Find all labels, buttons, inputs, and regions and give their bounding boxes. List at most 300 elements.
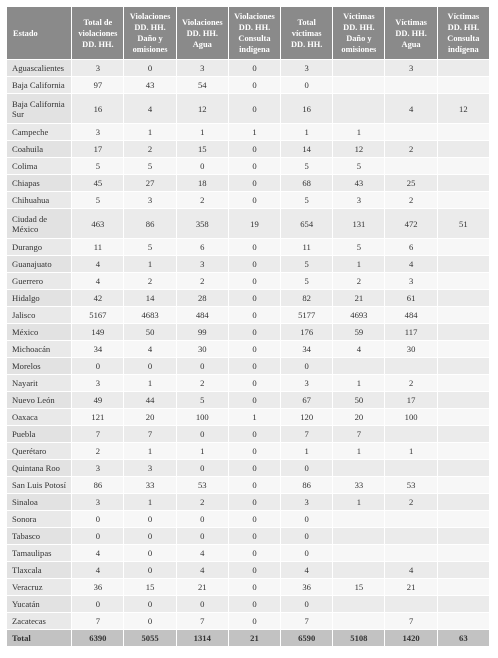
value-cell: 0 (229, 392, 280, 408)
value-cell: 0 (229, 358, 280, 374)
estado-cell: Quintana Roo (7, 460, 71, 476)
total-value-cell: 6390 (72, 630, 123, 646)
value-cell: 7 (72, 613, 123, 629)
value-cell: 2 (385, 494, 436, 510)
value-cell: 3 (177, 256, 228, 272)
value-cell: 5 (72, 192, 123, 208)
table-row (7, 307, 489, 323)
estado-cell: Baja California (7, 77, 71, 93)
value-cell: 1 (229, 409, 280, 425)
value-cell (385, 511, 436, 527)
value-cell: 14 (281, 141, 332, 157)
value-cell: 5 (281, 192, 332, 208)
value-cell: 0 (229, 256, 280, 272)
value-cell: 0 (72, 596, 123, 612)
value-cell: 0 (229, 426, 280, 442)
value-cell: 97 (72, 77, 123, 93)
value-cell (333, 358, 384, 374)
header-victimas-agua (385, 7, 436, 59)
table-container (6, 6, 490, 647)
value-cell: 4 (72, 545, 123, 561)
value-cell: 0 (229, 477, 280, 493)
value-cell: 4 (333, 341, 384, 357)
value-cell: 0 (229, 175, 280, 191)
value-cell: 4 (124, 341, 175, 357)
value-cell: 3 (124, 460, 175, 476)
value-cell: 3 (124, 192, 175, 208)
value-cell: 0 (229, 528, 280, 544)
table-row (7, 192, 489, 208)
header-violaciones-agua (177, 7, 228, 59)
value-cell: 11 (281, 239, 332, 255)
header-total-violaciones-label: Total de violaciones DD. HH. (78, 17, 118, 49)
value-cell: 18 (177, 175, 228, 191)
table-row (7, 528, 489, 544)
value-cell: 0 (229, 94, 280, 123)
value-cell: 33 (333, 477, 384, 493)
value-cell (438, 358, 489, 374)
value-cell: 3 (281, 375, 332, 391)
value-cell: 50 (333, 392, 384, 408)
value-cell: 0 (177, 358, 228, 374)
value-cell: 0 (229, 579, 280, 595)
value-cell (438, 141, 489, 157)
value-cell: 484 (385, 307, 436, 323)
value-cell: 0 (229, 341, 280, 357)
value-cell: 25 (385, 175, 436, 191)
value-cell: 3 (72, 460, 123, 476)
value-cell: 7 (281, 613, 332, 629)
value-cell: 2 (385, 192, 436, 208)
table-row (7, 60, 489, 76)
estado-cell: Tabasco (7, 528, 71, 544)
total-label: Total (7, 630, 71, 646)
value-cell: 2 (385, 141, 436, 157)
value-cell: 131 (333, 209, 384, 238)
header-total-victimas (281, 7, 332, 59)
value-cell: 5 (281, 273, 332, 289)
value-cell: 53 (177, 477, 228, 493)
value-cell: 2 (177, 494, 228, 510)
value-cell: 0 (229, 324, 280, 340)
value-cell: 0 (124, 511, 175, 527)
value-cell (438, 392, 489, 408)
value-cell: 4 (385, 256, 436, 272)
estado-cell: Tamaulipas (7, 545, 71, 561)
header-victimas-consulta-label: Víctimas DD. HH. Consulta indígena (447, 12, 480, 54)
table-row (7, 273, 489, 289)
value-cell: 4693 (333, 307, 384, 323)
value-cell: 68 (281, 175, 332, 191)
value-cell: 0 (281, 545, 332, 561)
header-violaciones-agua-label: Violaciones DD. HH. Agua (181, 17, 223, 49)
value-cell (438, 426, 489, 442)
value-cell: 7 (177, 613, 228, 629)
total-value-cell: 6590 (281, 630, 332, 646)
estado-cell: Colima (7, 158, 71, 174)
value-cell: 3 (72, 124, 123, 140)
estado-cell: Zacatecas (7, 613, 71, 629)
value-cell: 20 (124, 409, 175, 425)
value-cell: 2 (385, 375, 436, 391)
value-cell: 1 (124, 375, 175, 391)
header-victimas-dano-label: Víctimas DD. HH. Daño y omisiones (341, 12, 377, 54)
value-cell: 17 (385, 392, 436, 408)
value-cell: 30 (177, 341, 228, 357)
value-cell: 3 (385, 273, 436, 289)
value-cell (385, 596, 436, 612)
value-cell: 7 (281, 426, 332, 442)
value-cell: 4 (124, 94, 175, 123)
value-cell (438, 77, 489, 93)
value-cell: 1 (177, 443, 228, 459)
table-row (7, 94, 489, 123)
value-cell: 4 (72, 273, 123, 289)
value-cell: 4 (72, 256, 123, 272)
estado-cell: Michoacán (7, 341, 71, 357)
estado-cell: Sinaloa (7, 494, 71, 510)
value-cell: 0 (177, 528, 228, 544)
value-cell: 7 (385, 613, 436, 629)
value-cell (438, 239, 489, 255)
value-cell (385, 124, 436, 140)
header-estado (7, 7, 71, 59)
value-cell (438, 460, 489, 476)
header-victimas-consulta (438, 7, 489, 59)
value-cell: 1 (124, 124, 175, 140)
value-cell: 15 (177, 141, 228, 157)
value-cell: 0 (281, 596, 332, 612)
value-cell (438, 375, 489, 391)
value-cell: 0 (229, 141, 280, 157)
table-row (7, 579, 489, 595)
value-cell: 0 (229, 290, 280, 306)
header-violaciones-dano-label: Violaciones DD. HH. Daño y omisiones (129, 12, 171, 54)
value-cell: 1 (333, 124, 384, 140)
value-cell (438, 511, 489, 527)
value-cell: 117 (385, 324, 436, 340)
value-cell: 0 (124, 528, 175, 544)
value-cell: 5 (281, 158, 332, 174)
table-row (7, 613, 489, 629)
estado-cell: México (7, 324, 71, 340)
value-cell: 0 (229, 307, 280, 323)
value-cell: 54 (177, 77, 228, 93)
value-cell: 1 (333, 443, 384, 459)
value-cell: 3 (385, 60, 436, 76)
value-cell: 16 (72, 94, 123, 123)
value-cell (438, 60, 489, 76)
table-row (7, 324, 489, 340)
value-cell: 0 (229, 596, 280, 612)
value-cell: 2 (72, 443, 123, 459)
value-cell: 2 (177, 192, 228, 208)
header-violaciones-dano (124, 7, 175, 59)
value-cell (438, 545, 489, 561)
value-cell: 0 (177, 158, 228, 174)
total-value-cell: 1420 (385, 630, 436, 646)
table-row (7, 494, 489, 510)
value-cell (438, 477, 489, 493)
value-cell: 4 (385, 562, 436, 578)
value-cell: 3 (281, 494, 332, 510)
value-cell: 2 (124, 141, 175, 157)
value-cell: 0 (229, 562, 280, 578)
value-cell: 0 (281, 460, 332, 476)
value-cell: 5177 (281, 307, 332, 323)
value-cell: 6 (177, 239, 228, 255)
table-row (7, 141, 489, 157)
value-cell (333, 596, 384, 612)
value-cell: 4 (177, 562, 228, 578)
estado-cell: Hidalgo (7, 290, 71, 306)
table-row (7, 209, 489, 238)
value-cell: 3 (72, 494, 123, 510)
table-row (7, 175, 489, 191)
value-cell (333, 613, 384, 629)
estado-cell: Guanajuato (7, 256, 71, 272)
header-victimas-dano (333, 7, 384, 59)
value-cell: 15 (124, 579, 175, 595)
header-violaciones-consulta (229, 7, 280, 59)
value-cell: 472 (385, 209, 436, 238)
value-cell (333, 60, 384, 76)
value-cell: 0 (229, 494, 280, 510)
estado-cell: Chihuahua (7, 192, 71, 208)
header-violaciones-consulta-label: Violaciones DD. HH. Consulta indígena (234, 12, 275, 54)
value-cell: 34 (281, 341, 332, 357)
value-cell: 0 (124, 60, 175, 76)
estado-cell: Guerrero (7, 273, 71, 289)
value-cell (333, 545, 384, 561)
value-cell: 61 (385, 290, 436, 306)
value-cell (333, 562, 384, 578)
estado-cell: Nuevo León (7, 392, 71, 408)
table-row (7, 239, 489, 255)
value-cell: 0 (229, 192, 280, 208)
value-cell: 0 (281, 528, 332, 544)
total-value-cell: 1314 (177, 630, 228, 646)
value-cell: 7 (333, 426, 384, 442)
value-cell: 1 (124, 256, 175, 272)
value-cell: 49 (72, 392, 123, 408)
value-cell (438, 443, 489, 459)
estado-cell: Campeche (7, 124, 71, 140)
value-cell: 11 (72, 239, 123, 255)
estado-cell: Coahuila (7, 141, 71, 157)
value-cell: 0 (124, 358, 175, 374)
value-cell: 5 (333, 158, 384, 174)
estado-cell: Chiapas (7, 175, 71, 191)
value-cell (385, 528, 436, 544)
value-cell: 1 (124, 494, 175, 510)
value-cell: 43 (333, 175, 384, 191)
value-cell (438, 124, 489, 140)
table-row (7, 460, 489, 476)
value-cell (438, 494, 489, 510)
value-cell: 0 (177, 596, 228, 612)
table-row (7, 596, 489, 612)
table-row (7, 562, 489, 578)
value-cell: 99 (177, 324, 228, 340)
value-cell: 3 (72, 375, 123, 391)
value-cell: 21 (177, 579, 228, 595)
value-cell: 176 (281, 324, 332, 340)
value-cell: 36 (72, 579, 123, 595)
value-cell: 4683 (124, 307, 175, 323)
value-cell (438, 528, 489, 544)
value-cell: 21 (385, 579, 436, 595)
value-cell: 67 (281, 392, 332, 408)
value-cell: 0 (177, 511, 228, 527)
header-total-violaciones (72, 7, 123, 59)
value-cell: 0 (72, 358, 123, 374)
value-cell (385, 426, 436, 442)
table-body (7, 60, 489, 646)
value-cell: 3 (281, 60, 332, 76)
value-cell (438, 158, 489, 174)
value-cell (438, 341, 489, 357)
value-cell: 3 (72, 60, 123, 76)
value-cell: 1 (229, 124, 280, 140)
table-row (7, 256, 489, 272)
estado-cell: Oaxaca (7, 409, 71, 425)
value-cell (333, 511, 384, 527)
table-row (7, 477, 489, 493)
value-cell: 1 (281, 124, 332, 140)
estado-cell: Morelos (7, 358, 71, 374)
value-cell: 0 (72, 528, 123, 544)
value-cell: 7 (72, 426, 123, 442)
value-cell (438, 192, 489, 208)
value-cell: 0 (281, 511, 332, 527)
value-cell: 33 (124, 477, 175, 493)
value-cell: 12 (177, 94, 228, 123)
value-cell: 42 (72, 290, 123, 306)
table-row (7, 375, 489, 391)
value-cell (438, 613, 489, 629)
value-cell: 27 (124, 175, 175, 191)
value-cell: 82 (281, 290, 332, 306)
table-row (7, 341, 489, 357)
value-cell: 0 (229, 60, 280, 76)
value-cell (333, 460, 384, 476)
estado-cell: Querétaro (7, 443, 71, 459)
value-cell: 358 (177, 209, 228, 238)
value-cell (438, 324, 489, 340)
table-row (7, 124, 489, 140)
value-cell: 12 (333, 141, 384, 157)
value-cell: 17 (72, 141, 123, 157)
value-cell: 0 (72, 511, 123, 527)
table-row (7, 545, 489, 561)
value-cell: 0 (281, 77, 332, 93)
estado-cell: Sonora (7, 511, 71, 527)
value-cell: 16 (281, 94, 332, 123)
value-cell: 2 (124, 273, 175, 289)
value-cell: 1 (385, 443, 436, 459)
value-cell: 0 (124, 562, 175, 578)
value-cell: 1 (281, 443, 332, 459)
value-cell: 4 (177, 545, 228, 561)
header-estado-label: Estado (13, 28, 38, 38)
human-rights-violations-table (6, 6, 490, 647)
value-cell: 120 (281, 409, 332, 425)
table-row (7, 443, 489, 459)
estado-cell: Jalisco (7, 307, 71, 323)
value-cell: 0 (229, 273, 280, 289)
value-cell: 100 (177, 409, 228, 425)
estado-cell: Ciudad de México (7, 209, 71, 238)
value-cell (438, 175, 489, 191)
value-cell (333, 528, 384, 544)
value-cell: 45 (72, 175, 123, 191)
value-cell: 20 (333, 409, 384, 425)
value-cell: 0 (281, 358, 332, 374)
table-row (7, 358, 489, 374)
value-cell: 15 (333, 579, 384, 595)
table-row (7, 290, 489, 306)
value-cell: 0 (124, 545, 175, 561)
table-row (7, 426, 489, 442)
value-cell: 36 (281, 579, 332, 595)
value-cell: 12 (438, 94, 489, 123)
value-cell: 0 (229, 511, 280, 527)
value-cell: 0 (229, 158, 280, 174)
value-cell: 43 (124, 77, 175, 93)
value-cell (438, 409, 489, 425)
table-row (7, 77, 489, 93)
value-cell (333, 94, 384, 123)
value-cell: 2 (333, 273, 384, 289)
value-cell (438, 579, 489, 595)
estado-cell: Veracruz (7, 579, 71, 595)
value-cell: 0 (229, 613, 280, 629)
total-value-cell: 63 (438, 630, 489, 646)
total-row (7, 630, 489, 646)
value-cell: 149 (72, 324, 123, 340)
table-row (7, 511, 489, 527)
value-cell: 3 (333, 192, 384, 208)
table-row (7, 392, 489, 408)
value-cell: 1 (333, 375, 384, 391)
value-cell: 0 (124, 596, 175, 612)
value-cell (385, 545, 436, 561)
value-cell (385, 460, 436, 476)
value-cell: 5 (281, 256, 332, 272)
value-cell: 86 (124, 209, 175, 238)
table-row (7, 158, 489, 174)
value-cell: 484 (177, 307, 228, 323)
value-cell: 0 (229, 545, 280, 561)
value-cell: 59 (333, 324, 384, 340)
value-cell: 3 (177, 60, 228, 76)
value-cell: 4 (385, 94, 436, 123)
value-cell: 0 (177, 460, 228, 476)
value-cell: 4 (72, 562, 123, 578)
estado-cell: San Luis Potosí (7, 477, 71, 493)
estado-cell: Tlaxcala (7, 562, 71, 578)
value-cell: 44 (124, 392, 175, 408)
value-cell: 0 (229, 375, 280, 391)
value-cell: 1 (124, 443, 175, 459)
value-cell (438, 290, 489, 306)
value-cell: 1 (333, 256, 384, 272)
total-value-cell: 5055 (124, 630, 175, 646)
value-cell: 5 (124, 158, 175, 174)
value-cell: 0 (229, 239, 280, 255)
value-cell: 0 (229, 443, 280, 459)
